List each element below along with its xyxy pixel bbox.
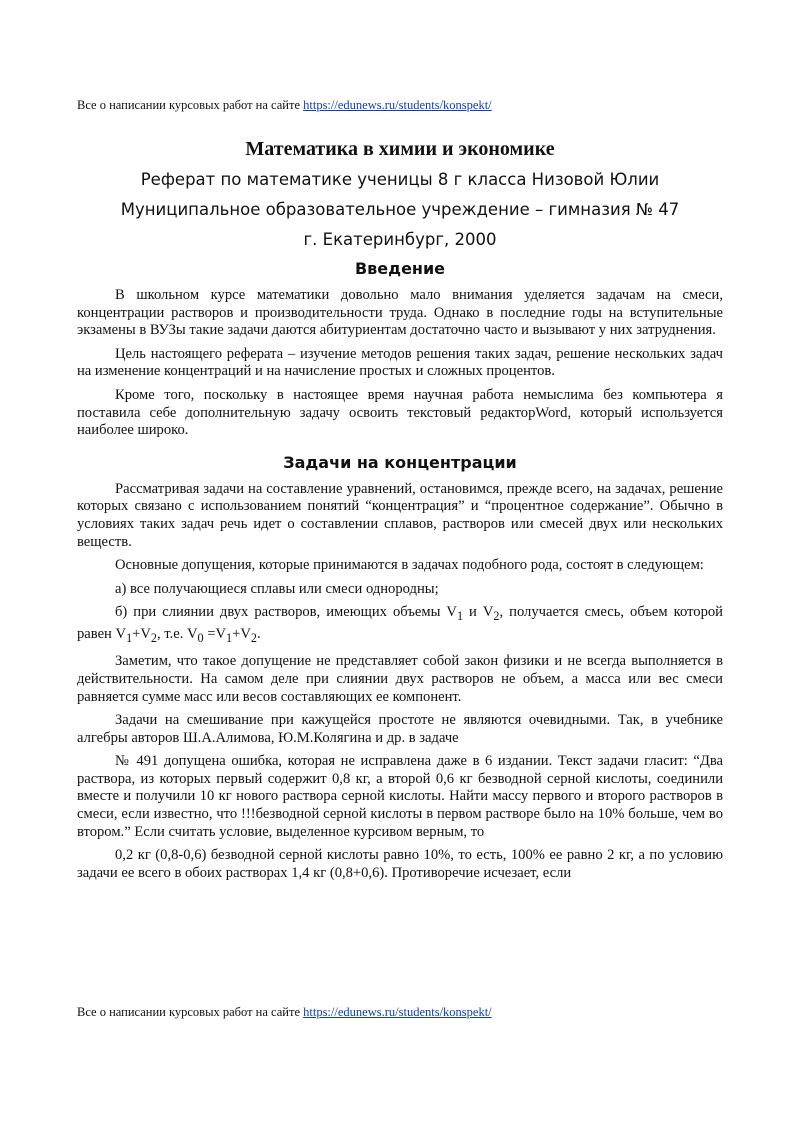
section-paragraph: а) все получающиеся сплавы или смеси однородны; <box>115 580 439 597</box>
section-paragraph: Заметим, что такое допущение не представляет собой закон физики и не всегда выполняется в действительности. На самом деле при слиянии двух растворов не объем, а масса или вес смеси равняется сумме масс или весов составляющих ее компонент. <box>77 653 723 705</box>
intro-paragraph: Цель настоящего реферата – изучение методов решения таких задач, решение нескольких задач на изменение концентраций и на начисление простых и сложных процентов. <box>77 345 723 380</box>
intro-paragraph: В школьном курсе математики довольно мало внимания уделяется задачам на смеси, концентрации растворов и производительности труда. Однако в последние годы на вступительные экзамены в ВУЗы такие задачи даются абитуриентам достаточно часто и вызывают у них затруднения. <box>77 287 723 339</box>
intro-paragraph: Кроме того, поскольку в настоящее время научная работа немыслима без компьютера я поставила себе дополнительную задачу освоить текстовый редакторWord, который используется наиболее широко. <box>77 386 723 439</box>
section-paragraph: Основные допущения, которые принимаются в задачах подобного рода, состоят в следующем: <box>115 557 704 574</box>
subtitle-city-year: г. Екатеринбург, 2000 <box>303 230 497 249</box>
section-heading: Задачи на концентрации <box>283 452 517 472</box>
header-text: Все о написании курсовых работ на сайте <box>77 98 304 112</box>
section-paragraph: № 491 допущена ошибка, которая не исправлена даже в 6 издании. Текст задачи гласит: “Два раствора, из которых первый содержит 0,8 кг, а второй 0,6 кг безводной серной кислоты, соединили вместе и получили 10 кг нового раствора серной кислоты. Найти массу первого и второго растворов в смеси, если известно, что !!!безводной серной кислоты в первом растворе было на 10% больше, чем во втором.” Если считать условие, выделенное курсивом верным, то <box>77 753 723 840</box>
page-footer <box>77 1004 492 1020</box>
footer-text: Все о написании курсовых работ на сайте <box>77 1005 304 1019</box>
section-paragraph: 0,2 кг (0,8-0,6) безводной серной кислоты равно 10%, то есть, 100% ее равно 2 кг, а по условию задачи ее всего в обоих растворах 1,4 кг (0,8+0,6). Противоречие исчезает, если <box>77 847 723 881</box>
document-title: Математика в химии и экономике <box>245 138 555 160</box>
section-paragraph: Задачи на смешивание при кажущейся простоте не являются очевидными. Так, в учебнике алгебры авторов Ш.А.Алимова, Ю.М.Колягина и др. в задаче <box>77 712 723 746</box>
subtitle-school: Муниципальное образовательное учреждение – гимназия № 47 <box>120 200 680 219</box>
intro-heading: Введение <box>354 259 446 278</box>
document-body <box>77 134 723 888</box>
header-link[interactable]: https://edunews.ru/students/konspekt/ <box>303 98 492 112</box>
footer-link[interactable]: https://edunews.ru/students/konspekt/ <box>303 1005 492 1019</box>
section-paragraph-volumes: б) при слиянии двух растворов, имеющих объемы $V_1$ и $V_2$, получается смесь, объем которой равен $V_1+V_2$, т.е. $V_0 =V_1+V_2$. <box>77 604 723 645</box>
section-paragraph: Рассматривая задачи на составление уравнений, остановимся, прежде всего, на задачах, решение которых связано с использованием понятий “концентрация” и “процентное содержание”. Обычно в условиях таких задач речь идет о составлении сплавов, растворов или смесей двух или нескольких веществ. <box>77 480 723 550</box>
page-header <box>77 97 492 113</box>
subtitle-author: Реферат по математике ученицы 8 г класса Низовой Юлии <box>140 170 660 189</box>
